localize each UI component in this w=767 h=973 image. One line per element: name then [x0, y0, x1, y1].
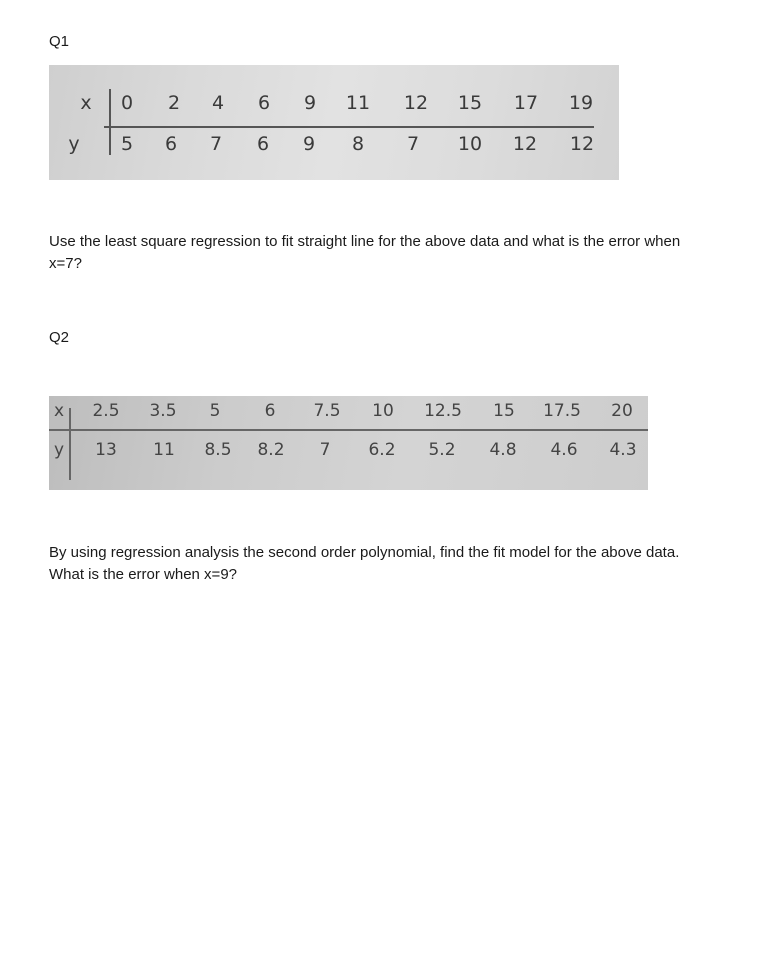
- q2-y-label: y: [53, 440, 65, 460]
- q1-y-value: 12: [512, 133, 538, 155]
- q2-x-value: 3.5: [149, 401, 177, 421]
- q1-y-value: 7: [406, 133, 420, 155]
- q1-data-table-photo: [49, 65, 619, 180]
- q1-x-value: 12: [403, 92, 429, 114]
- q2-x-value: 2.5: [92, 401, 120, 421]
- q2-x-value: 12.5: [424, 401, 462, 421]
- q2-y-value: 13: [95, 440, 117, 460]
- q1-table-vertical-rule: [109, 89, 111, 155]
- q2-x-value: 5: [209, 401, 221, 421]
- q2-y-value: 8.2: [257, 440, 285, 460]
- q2-x-value: 6: [264, 401, 276, 421]
- q1-y-value: 7: [209, 133, 223, 155]
- q1-question: [49, 231, 749, 275]
- q1-y-value: 12: [569, 133, 595, 155]
- q2-data-table-photo: [49, 396, 648, 490]
- q1-x-value: 4: [211, 92, 225, 114]
- q1-y-value: 5: [120, 133, 134, 155]
- q2-y-value: 8.5: [204, 440, 232, 460]
- q1-y-label: y: [68, 133, 80, 155]
- q1-y-value: 6: [256, 133, 270, 155]
- q2-x-value: 15: [493, 401, 515, 421]
- q1-x-value: 17: [513, 92, 539, 114]
- q2-y-value: 5.2: [428, 440, 456, 460]
- q1-question-line: x=7?: [49, 255, 82, 272]
- q2-y-value: 4.6: [550, 440, 578, 460]
- q1-x-value: 0: [120, 92, 134, 114]
- q2-question: [49, 542, 749, 586]
- q2-x-value: 17.5: [543, 401, 581, 421]
- q1-x-value: 15: [457, 92, 483, 114]
- q2-table-horizontal-rule: [49, 429, 648, 431]
- q1-x-label: x: [80, 92, 92, 114]
- q1-heading: Q1: [49, 33, 70, 50]
- q1-x-value: 11: [345, 92, 371, 114]
- q2-x-value: 20: [611, 401, 633, 421]
- q2-heading: Q2: [49, 329, 70, 346]
- q1-y-value: 8: [351, 133, 365, 155]
- q2-x-value: 7.5: [313, 401, 341, 421]
- q2-question-line: By using regression analysis the second order polynomial, find the fit model for the above data.: [49, 544, 680, 561]
- q2-table-vertical-rule: [69, 408, 71, 480]
- q2-y-value: 6.2: [368, 440, 396, 460]
- q2-y-value: 4.3: [609, 440, 637, 460]
- q2-y-value: 4.8: [489, 440, 517, 460]
- q1-y-value: 10: [457, 133, 483, 155]
- q1-x-value: 19: [568, 92, 594, 114]
- q2-y-value: 7: [319, 440, 331, 460]
- q2-y-value: 11: [153, 440, 175, 460]
- q2-question-line: What is the error when x=9?: [49, 566, 238, 583]
- q1-x-value: 9: [303, 92, 317, 114]
- q2-x-label: x: [53, 401, 65, 421]
- q1-table-horizontal-rule: [104, 126, 594, 128]
- q1-y-value: 9: [302, 133, 316, 155]
- q1-x-value: 2: [167, 92, 181, 114]
- q1-x-value: 6: [257, 92, 271, 114]
- q2-x-value: 10: [372, 401, 394, 421]
- q1-question-line: Use the least square regression to fit straight line for the above data and what is the error when: [49, 233, 681, 250]
- q1-y-value: 6: [164, 133, 178, 155]
